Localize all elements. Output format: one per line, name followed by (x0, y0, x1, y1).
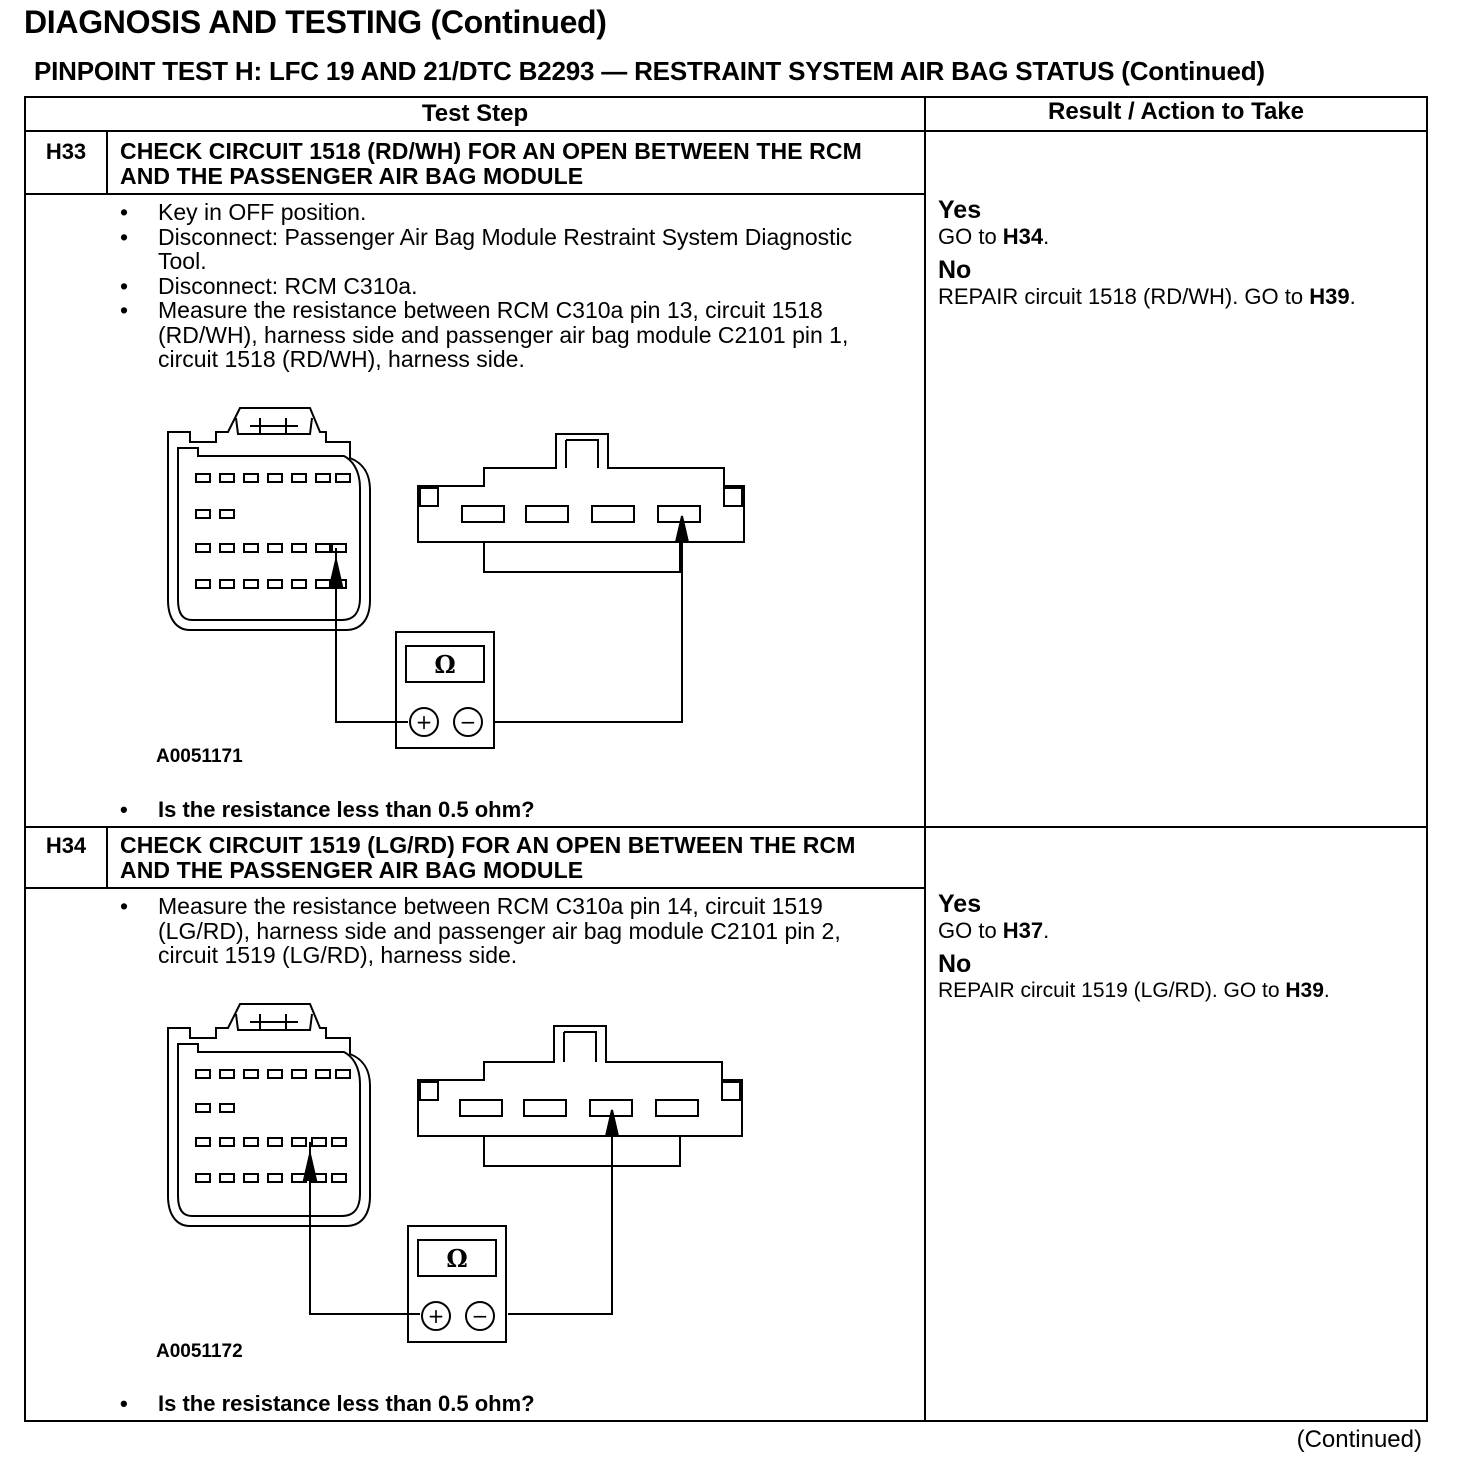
instruction-item: • Disconnect: RCM C310a. (116, 274, 856, 299)
rcm-pin-row (196, 1104, 234, 1112)
rcm-pin-row (196, 510, 234, 518)
step-divider (24, 826, 1428, 828)
result-h33 (938, 196, 1418, 316)
ohm-symbol: Ω (446, 1244, 468, 1273)
step-title-h34: CHECK CIRCUIT 1519 (LG/RD) FOR AN OPEN BETWEEN THE RCM AND THE PASSENGER AIR BAG MODULE (120, 832, 856, 883)
airbag-connector-base (484, 542, 680, 572)
rcm-pin-row (196, 474, 350, 482)
probe-tip-negative (676, 516, 688, 542)
ohm-symbol: Ω (434, 650, 456, 679)
pinpoint-test-title: PINPOINT TEST H: LFC 19 AND 21/DTC B2293 — RESTRAINT SYSTEM AIR BAG STATUS (Continued) (34, 56, 1265, 86)
connector-diagram-h33 (150, 400, 760, 755)
step-id-h34: H34 (45, 833, 87, 858)
airbag-connector-base (484, 1136, 680, 1166)
lead-negative (494, 516, 682, 722)
lead-positive (310, 1142, 420, 1314)
yes-action: GO to H37. (938, 918, 1050, 943)
airbag-connector-outline (418, 1026, 742, 1136)
question-h33: • Is the resistance less than 0.5 ohm? (116, 797, 535, 823)
goto-link[interactable]: H37 (1002, 918, 1044, 943)
h34-title-divider (24, 887, 926, 889)
continued-note: (Continued) (1296, 1426, 1422, 1453)
rcm-pin-row (196, 1070, 350, 1078)
goto-link[interactable]: H39 (1285, 979, 1324, 1002)
instruction-list-h33 (116, 200, 856, 372)
instruction-item: • Disconnect: Passenger Air Bag Module Restraint System Diagnostic Tool. (116, 225, 856, 274)
column-header-test-step: Test Step (421, 100, 529, 127)
instruction-item: • Key in OFF position. (116, 200, 856, 225)
figure-id-h33: A0051171 (156, 746, 243, 767)
instruction-item: • Measure the resistance between RCM C310a pin 13, circuit 1518 (RD/WH), harness side and passenger air bag module C2101 pin 1, circuit 1518 (RD/WH), harness side. (116, 298, 856, 372)
minus-symbol: − (471, 1304, 489, 1328)
rcm-connector-outline (168, 1004, 370, 1226)
goto-link[interactable]: H39 (1309, 284, 1350, 309)
h33-id-divider (106, 130, 108, 194)
yes-action: GO to H34. (938, 224, 1050, 249)
figure-id-h34: A0051172 (156, 1341, 243, 1362)
header-divider (24, 130, 1428, 132)
no-action: REPAIR circuit 1518 (RD/WH). GO to H39. (938, 284, 1356, 309)
rcm-pin-row (196, 544, 346, 552)
rcm-pin-row (196, 580, 346, 588)
airbag-connector-latch (566, 440, 598, 468)
instruction-item: • Measure the resistance between RCM C310a pin 14, circuit 1519 (LG/RD), harness side and passenger air bag module C2101 pin 2, circuit 1519 (LG/RD), harness side. (116, 894, 856, 968)
result-h34 (938, 890, 1424, 1010)
rcm-connector-latch (236, 1014, 312, 1030)
instruction-list-h34 (116, 894, 856, 968)
page-title: DIAGNOSIS AND TESTING (Continued) (24, 4, 607, 40)
plus-symbol: + (415, 710, 433, 734)
rcm-connector-latch (236, 418, 312, 434)
probe-tip-positive (304, 1154, 316, 1180)
h34-id-divider (106, 826, 108, 888)
plus-symbol: + (427, 1304, 445, 1328)
airbag-connector-outline (418, 434, 744, 542)
rcm-pin-row (196, 1174, 346, 1182)
no-action: REPAIR circuit 1519 (LG/RD). GO to H39. (938, 979, 1330, 1002)
h33-title-divider (24, 193, 926, 195)
step-id-h33: H33 (45, 139, 87, 164)
lead-positive (336, 548, 408, 722)
column-header-result: Result / Action to Take (1047, 98, 1305, 125)
yes-label: Yes (938, 196, 982, 224)
question-h34: • Is the resistance less than 0.5 ohm? (116, 1391, 535, 1417)
no-label: No (938, 256, 972, 284)
probe-tip-negative (606, 1110, 618, 1136)
rcm-pin-row (196, 1138, 346, 1146)
step-title-h33: CHECK CIRCUIT 1518 (RD/WH) FOR AN OPEN BETWEEN THE RCM AND THE PASSENGER AIR BAG MODULE (120, 138, 862, 189)
goto-link[interactable]: H34 (1002, 224, 1044, 249)
connector-diagram-h34 (150, 996, 760, 1351)
no-label: No (938, 950, 972, 978)
column-divider (924, 96, 926, 1422)
probe-tip-positive (330, 560, 342, 586)
lead-negative (508, 1110, 612, 1314)
airbag-connector-latch (564, 1032, 596, 1062)
yes-label: Yes (938, 890, 982, 918)
minus-symbol: − (459, 710, 477, 734)
